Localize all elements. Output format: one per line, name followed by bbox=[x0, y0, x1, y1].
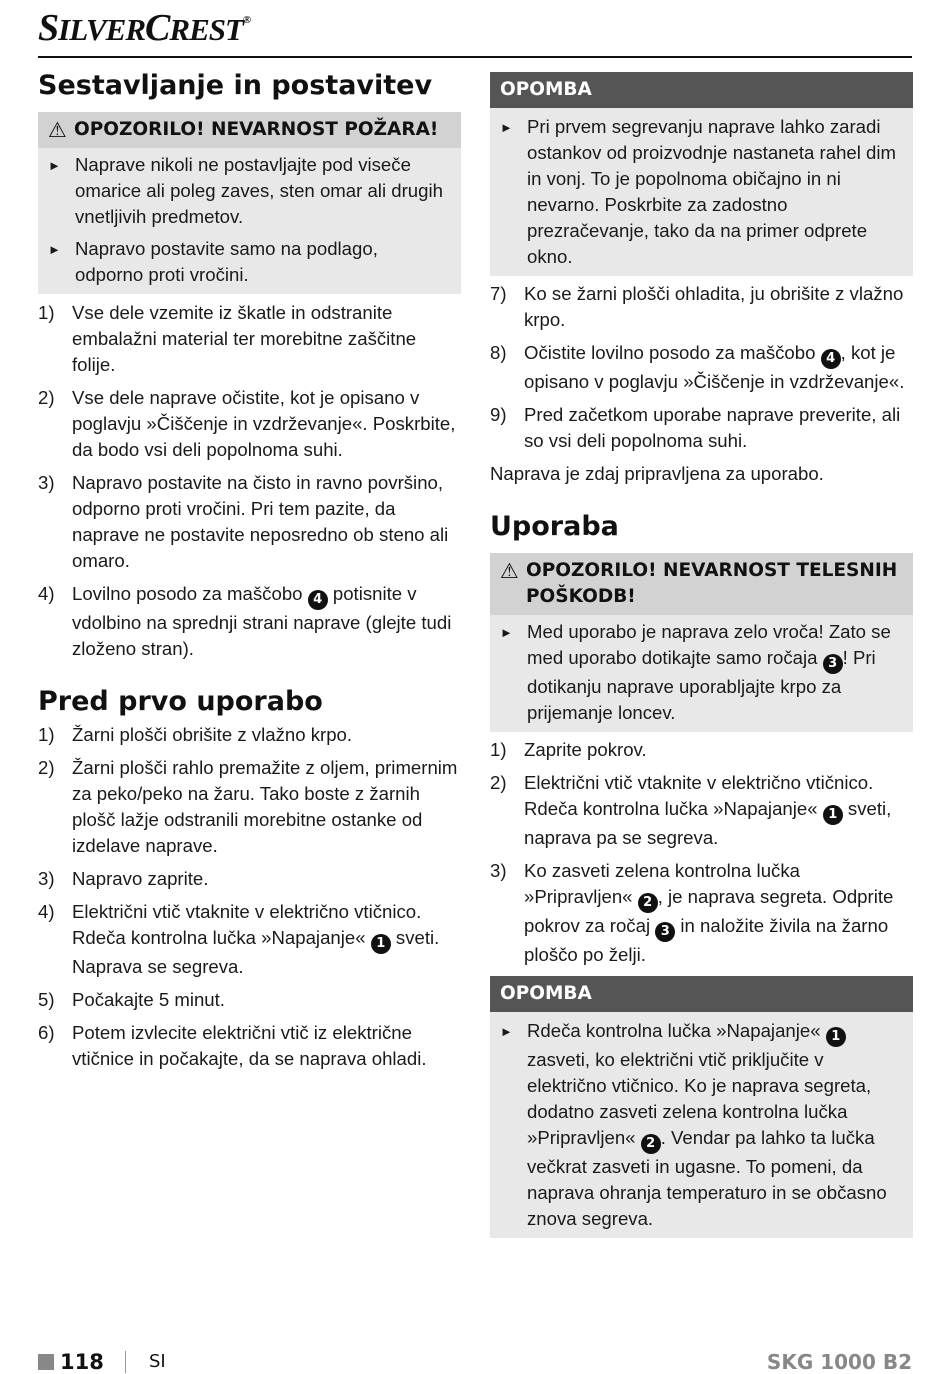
step-item: 8) Očistite lovilno posodo za maščobo 4 , kot je opisano v poglavju »Čiščenje in vzdrževanje«. bbox=[490, 342, 905, 392]
step-item: 5) Počakajte 5 minut. bbox=[38, 989, 225, 1010]
step-item: 2) Električni vtič vtaknite v električno vtičnico. Rdeča kontrolna lučka »Napajanje« 1 sveti, naprava pa se segreva. bbox=[490, 772, 892, 848]
step-item: 1) Vse dele vzemite iz škatle in odstranite embalažni material ter morebitne zaščitne folije. bbox=[38, 302, 417, 375]
list-item: ► Pri prvem segrevanju naprave lahko zaradi ostankov od proizvodnje nastaneta rahel dim in vonj. To je popolnoma običajno in ni nevarno. Poskrbite za zadostno prezračevanje, tako da na primer odprete okno. bbox=[500, 114, 903, 270]
warning-title: OPOZORILO! NEVARNOST POŽARA! bbox=[74, 119, 439, 140]
note-title: OPOMBA bbox=[490, 976, 913, 1012]
first-use-steps bbox=[38, 722, 461, 1072]
warning-triangle-icon: ⚠ bbox=[48, 118, 67, 142]
header-rule bbox=[38, 56, 912, 58]
step-item: 4) Električni vtič vtaknite v električno vtičnico. Rdeča kontrolna lučka »Napajanje« 1 sveti. Naprava se segreva. bbox=[38, 901, 440, 977]
list-item: ► Napravo postavite samo na podlago, odporno proti vročini. bbox=[48, 236, 451, 288]
note-box-indicator bbox=[490, 976, 913, 1238]
injury-warning-box bbox=[490, 553, 913, 732]
note-title: OPOMBA bbox=[490, 72, 913, 108]
bullet-arrow-icon: ► bbox=[48, 242, 61, 257]
part-number-badge: 2 bbox=[641, 1134, 661, 1154]
warning-title: OPOZORILO! NEVARNOST TELESNIH POŠKODB! bbox=[526, 560, 898, 607]
bullet-arrow-icon: ► bbox=[500, 625, 513, 640]
step-item: 2) Žarni plošči rahlo premažite z oljem, primernim za peko/peko na žaru. Tako boste z žarnih plošč lažje odstranili morebitne ostanke od izdelave naprave. bbox=[38, 757, 458, 856]
step-item: 1) Zaprite pokrov. bbox=[490, 739, 647, 760]
part-number-badge: 3 bbox=[655, 922, 675, 942]
part-number-badge: 1 bbox=[371, 934, 391, 954]
model-number: SKG 1000 B2 bbox=[766, 1350, 912, 1374]
step-item: 4) Lovilno posodo za maščobo 4 potisnite v vdolbino na sprednji strani naprave (glejte tudi zloženo stran). bbox=[38, 583, 452, 659]
right-column bbox=[490, 72, 913, 1238]
step-item: 6) Potem izvlecite električni vtič iz električne vtičnice in počakajte, da se naprava ohladi. bbox=[38, 1022, 427, 1069]
assembly-steps bbox=[38, 300, 461, 662]
footer-divider bbox=[125, 1351, 126, 1373]
use-steps bbox=[490, 737, 913, 968]
list-item: ► Med uporabo je naprava zelo vroča! Zato se med uporabo dotikajte samo ročaja 3 ! Pri dotikanju naprave uporabljajte krpo za prijemanje loncev. bbox=[500, 619, 903, 726]
warning-triangle-icon: ⚠ bbox=[500, 559, 519, 583]
step-item: 3) Napravo postavite na čisto in ravno površino, odporno proti vročini. Pri tem pazite, da naprave ne postavite neposredno ob steno ali omaro. bbox=[38, 472, 449, 571]
part-number-badge: 2 bbox=[638, 893, 658, 913]
step-item: 2) Vse dele naprave očistite, kot je opisano v poglavju »Čiščenje in vzdrževanje«. Poskrbite, da bodo vsi deli popolnoma suhi. bbox=[38, 387, 456, 460]
step-item: 3) Napravo zaprite. bbox=[38, 868, 209, 889]
assembly-steps-continued bbox=[490, 281, 913, 454]
part-number-badge: 1 bbox=[826, 1027, 846, 1047]
footer-square-icon bbox=[38, 1354, 54, 1370]
fire-warning-box bbox=[38, 112, 461, 294]
section-title-first-use: Pred prvo uporabo bbox=[38, 686, 323, 717]
step-item: 7) Ko se žarni plošči ohladita, ju obrišite z vlažno krpo. bbox=[490, 283, 904, 330]
bullet-arrow-icon: ► bbox=[48, 158, 61, 173]
left-column bbox=[38, 66, 461, 1079]
part-number-badge: 4 bbox=[821, 349, 841, 369]
page-footer bbox=[38, 1348, 912, 1374]
section-title-use: Uporaba bbox=[490, 511, 619, 542]
list-item: ► Rdeča kontrolna lučka »Napajanje« 1 zasveti, ko električni vtič priključite v električno vtičnico. Ko je naprava segreta, dodatno zasveti zelena kontrolna lučka »Pripravljen« 2 . Vendar pa lahko ta lučka večkrat zasveti in ugasne. To pomeni, da naprava ohranja temperaturo in se občasno znova segreva. bbox=[500, 1018, 903, 1232]
part-number-badge: 3 bbox=[823, 654, 843, 674]
step-item: 1) Žarni plošči obrišite z vlažno krpo. bbox=[38, 724, 353, 745]
part-number-badge: 1 bbox=[823, 805, 843, 825]
step-item: 9) Pred začetkom uporabe naprave preverite, ali so vsi deli popolnoma suhi. bbox=[490, 404, 901, 451]
page-number: 118 bbox=[60, 1350, 104, 1374]
note-box-first-heat bbox=[490, 72, 913, 276]
brand-logo: SILVERCREST® bbox=[38, 7, 251, 49]
step-item: 3) Ko zasveti zelena kontrolna lučka »Pripravljen« 2 , je naprava segreta. Odprite pokrov za ročaj 3 in naložite živila na žarno ploščo po želji. bbox=[490, 860, 894, 965]
ready-text: Naprava je zdaj pripravljena za uporabo. bbox=[490, 463, 824, 484]
bullet-arrow-icon: ► bbox=[500, 1024, 513, 1039]
bullet-arrow-icon: ► bbox=[500, 120, 513, 135]
list-item: ► Naprave nikoli ne postavljajte pod viseče omarice ali poleg zaves, sten omar ali drugih vnetljivih predmetov. bbox=[48, 152, 451, 230]
section-title-assembly: Sestavljanje in postavitev bbox=[38, 70, 433, 101]
part-number-badge: 4 bbox=[308, 590, 328, 610]
language-code: SI bbox=[149, 1351, 166, 1372]
